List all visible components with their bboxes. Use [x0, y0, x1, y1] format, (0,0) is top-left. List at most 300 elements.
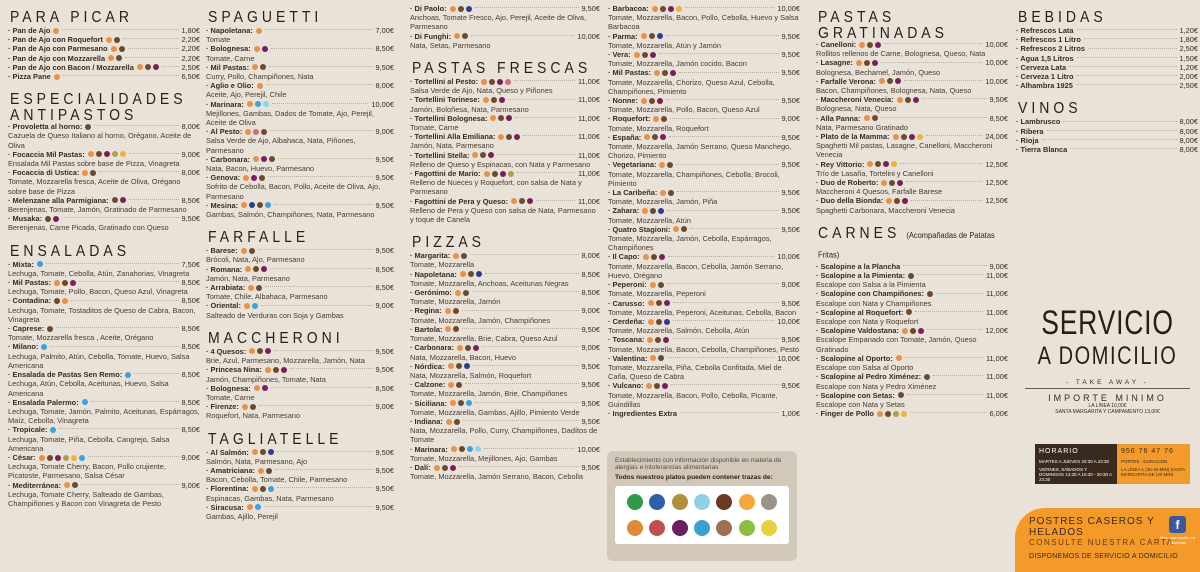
- item-name: · Mil Pastas:: [608, 68, 651, 77]
- allergen-dot-icon: [676, 6, 682, 12]
- item-name: · Fagottini de Pera y Queso:: [410, 197, 508, 206]
- dotted-leader: [99, 171, 178, 172]
- allergen-dot-icon: [466, 400, 472, 406]
- allergen-dots: [511, 198, 533, 204]
- menu-item-row: [8, 278, 200, 287]
- allergen-icon: [716, 520, 732, 536]
- item-name: · Valentina:: [608, 354, 647, 363]
- allergen-dot-icon: [106, 37, 112, 43]
- allergen-dot-icon: [153, 64, 159, 70]
- allergen-dot-icon: [241, 248, 247, 254]
- allergen-dots: [446, 419, 460, 425]
- dotted-leader: [269, 66, 372, 67]
- dotted-leader: [290, 368, 373, 369]
- allergen-dot-icon: [82, 170, 88, 176]
- allergen-dot-icon: [261, 129, 267, 135]
- phone-number[interactable]: 956 76 47 76: [1121, 448, 1174, 455]
- menu-item-row: [816, 271, 1008, 280]
- item-name: · Carusso:: [608, 299, 645, 308]
- item-price: 8,00€: [1179, 126, 1198, 136]
- allergen-dot-icon: [648, 300, 654, 306]
- menu-item: [206, 155, 394, 173]
- menu-item-row: [1016, 72, 1198, 81]
- dotted-leader: [463, 420, 579, 421]
- menu-item-row: [8, 481, 200, 490]
- allergen-dots: [660, 190, 674, 196]
- dotted-leader: [162, 66, 179, 67]
- allergen-dot-icon: [241, 202, 247, 208]
- allergen-dot-icon: [253, 156, 259, 162]
- allergen-dot-icon: [451, 446, 457, 452]
- menu-item-row: [8, 26, 200, 35]
- item-description: Tomate, Mozzarella, Jamón Serrano, Bacon, Cebolla: [410, 472, 583, 482]
- item-price: 11,00€: [577, 77, 600, 87]
- item-name: · Calzone:: [410, 380, 445, 389]
- menu-item-row: [1016, 81, 1198, 90]
- item-description: Jamón, Champiñones, Tomate, Nata: [206, 374, 326, 384]
- allergen-dots: [881, 180, 903, 186]
- allergen-dot-icon: [256, 28, 262, 34]
- allergen-dot-icon: [245, 129, 251, 135]
- menu-item: [206, 365, 394, 383]
- menu-item-row: [608, 354, 800, 363]
- dotted-leader: [497, 154, 575, 155]
- menu-item-row: [8, 324, 200, 333]
- allergen-dot-icon: [460, 271, 466, 277]
- allergen-dots: [112, 197, 126, 203]
- allergen-dot-icon: [79, 455, 85, 461]
- menu-item: [816, 77, 1008, 95]
- allergen-dot-icon: [257, 202, 263, 208]
- menu-item-row: [8, 72, 200, 81]
- item-description: Sofrito de Cebolla, Bacon, Pollo, Aceite de Oliva, Ajo, Parmesano: [206, 182, 381, 201]
- allergen-dot-icon: [519, 198, 525, 204]
- allergen-dots: [137, 64, 159, 70]
- allergen-dot-icon: [64, 482, 70, 488]
- menu-section: [8, 242, 200, 508]
- dotted-leader: [472, 291, 579, 292]
- section-title: PIZZAS: [412, 232, 486, 251]
- dotted-leader: [690, 228, 778, 229]
- menu-section: [206, 8, 394, 219]
- menu-item-row: [8, 150, 200, 159]
- menu-item: [410, 197, 600, 225]
- dotted-leader: [911, 200, 982, 201]
- allergen-icon: [739, 494, 755, 510]
- item-name: · Duo della Bionda:: [816, 196, 883, 205]
- allergen-dot-icon: [125, 372, 131, 378]
- item-name: · Cerveza 1 Litro: [1016, 72, 1074, 81]
- dotted-leader: [271, 387, 373, 388]
- item-price: 9,00€: [781, 114, 800, 124]
- menu-item: [608, 252, 800, 280]
- menu-item-row: [8, 35, 200, 44]
- allergen-dots: [265, 367, 287, 373]
- item-price: 1,00€: [781, 408, 800, 418]
- item-name: · Ingredientes Extra: [608, 409, 677, 418]
- dotted-leader: [275, 469, 372, 470]
- item-price: 9,00€: [781, 280, 800, 290]
- section-title: FARFALLE: [208, 227, 310, 246]
- item-description: Salsa Verde de Ajo, Nata, Queso y Piñones: [410, 86, 553, 96]
- allergen-dot-icon: [662, 70, 668, 76]
- menu-item: [608, 225, 800, 253]
- allergen-dot-icon: [646, 383, 652, 389]
- allergen-dot-icon: [53, 216, 59, 222]
- menu-item: [410, 95, 600, 113]
- item-price: 11,00€: [985, 271, 1008, 281]
- item-price: 9,50€: [781, 206, 800, 216]
- allergen-icon: [716, 494, 732, 510]
- menu-item: [608, 114, 800, 132]
- dotted-leader: [277, 487, 373, 488]
- menu-item: [8, 324, 200, 342]
- allergen-dots: [245, 266, 267, 272]
- menu-item: [608, 317, 800, 335]
- allergen-dot-icon: [658, 208, 664, 214]
- menu-item-row: [608, 280, 800, 289]
- allergen-dot-icon: [656, 300, 662, 306]
- allergen-dot-icon: [662, 383, 668, 389]
- allergen-dot-icon: [664, 319, 670, 325]
- item-price: 9,50€: [181, 214, 200, 224]
- menu-item-row: [8, 260, 200, 269]
- item-name: · Mil Pastas:: [8, 278, 51, 287]
- allergen-dots: [241, 248, 255, 254]
- item-name: · Tortellini Torinese:: [410, 95, 480, 104]
- allergen-dot-icon: [650, 282, 656, 288]
- item-price: 9,50€: [581, 4, 600, 13]
- item-name: · Toscana:: [608, 335, 644, 344]
- menu-item: [608, 96, 800, 114]
- dotted-leader: [679, 72, 778, 73]
- menu-item: [1016, 26, 1198, 35]
- menu-item: [816, 391, 1008, 409]
- allergen-dots: [647, 337, 669, 343]
- menu-item-row: [206, 448, 394, 457]
- menu-item: [206, 402, 394, 420]
- item-description: Tomate, Mozzarella, Anchoas, Aceitunas Negras: [410, 278, 569, 288]
- menu-item-row: [410, 77, 600, 86]
- item-description: Gambas, Ajillo, Perejil: [206, 511, 278, 521]
- item-description: Nata, Mozzarella, Salmón, Roquefort: [410, 370, 532, 380]
- allergen-dots: [654, 70, 676, 76]
- menu-item: [816, 58, 1008, 76]
- allergen-dots: [457, 345, 479, 351]
- menu-item: [816, 160, 1008, 178]
- item-name: · Duo de Roberto:: [816, 178, 878, 187]
- item-name: · Vulcano:: [608, 381, 643, 390]
- menu-section: [816, 8, 1008, 215]
- allergen-dot-icon: [856, 60, 862, 66]
- item-price: 8,00€: [1179, 117, 1198, 127]
- item-price: 1,20€: [1179, 62, 1198, 72]
- menu-item: [8, 26, 200, 35]
- allergen-dots: [650, 282, 664, 288]
- menu-item: [1016, 35, 1198, 44]
- allergen-dot-icon: [895, 78, 901, 84]
- item-price: 8,00€: [1179, 145, 1198, 155]
- item-name: · Scalopine al Oporto:: [816, 354, 893, 363]
- menu-item-row: [1016, 63, 1198, 72]
- item-price: 9,50€: [781, 224, 800, 234]
- menu-item: [410, 417, 600, 445]
- item-price: 9,00€: [989, 261, 1008, 271]
- facebook-text[interactable]: Más información en Facebook: [1160, 535, 1195, 545]
- item-price: 2,20€: [181, 35, 200, 45]
- dotted-leader: [129, 153, 179, 154]
- dotted-leader: [900, 163, 982, 164]
- item-price: 9,00€: [581, 343, 600, 353]
- allergen-dots: [648, 319, 670, 325]
- menu-item: [410, 151, 600, 169]
- allergen-dot-icon: [883, 161, 889, 167]
- menu-item-row: [1016, 44, 1198, 53]
- item-description: Roquefort, Nata, Parmesano: [206, 411, 301, 421]
- allergen-dots: [498, 134, 520, 140]
- allergen-dot-icon: [252, 64, 258, 70]
- item-description: Tomate, Mozzarella, Roquefort: [608, 123, 709, 133]
- menu-item: [8, 168, 200, 196]
- item-price: 10,00€: [985, 58, 1008, 68]
- dotted-leader: [673, 302, 779, 303]
- menu-item: [8, 453, 200, 481]
- dotted-leader: [94, 125, 178, 126]
- promo-title: POSTRES CASEROS Y HELADOS: [1029, 516, 1155, 538]
- item-description: Tomate, Mozzarella, Gambas, Ajillo, Pimiento Verde: [410, 407, 580, 417]
- item-price: 9,50€: [781, 132, 800, 142]
- allergen-dots: [451, 446, 481, 452]
- allergen-dot-icon: [250, 404, 256, 410]
- item-description: Nata, Mozzarella, Bacon, Huevo: [410, 352, 516, 362]
- allergen-dot-icon: [55, 455, 61, 461]
- menu-item: [410, 77, 600, 95]
- allergen-note: Establecimiento con información disponible en materia de alergias e intolerancias alimentarias: [615, 457, 782, 471]
- item-description: Tomate, Mozzarella, Bacon, Cebolla, Champiñones, Pesto: [608, 344, 800, 354]
- item-description: Tomate, Mozzarella, Jamón, Piña: [608, 197, 718, 207]
- dotted-leader: [274, 350, 372, 351]
- menu-item: [608, 188, 800, 206]
- item-price: 7,50€: [181, 259, 200, 269]
- menu-item-row: [608, 225, 800, 234]
- item-name: · Siracusa:: [206, 503, 244, 512]
- allergen-dot-icon: [893, 134, 899, 140]
- dotted-leader: [1077, 29, 1177, 30]
- item-price: 8,50€: [581, 269, 600, 279]
- item-price: 2,20€: [181, 44, 200, 54]
- allergen-dot-icon: [473, 345, 479, 351]
- allergen-dots: [472, 152, 494, 158]
- allergen-dots: [106, 37, 120, 43]
- allergen-dot-icon: [257, 348, 263, 354]
- item-name: · César:: [8, 453, 36, 462]
- menu-item-row: [1016, 117, 1198, 126]
- item-name: · Provoletta al horno:: [8, 122, 82, 131]
- allergen-dot-icon: [260, 449, 266, 455]
- allergen-dot-icon: [483, 97, 489, 103]
- allergen-dot-icon: [45, 216, 51, 222]
- allergen-dots: [54, 280, 76, 286]
- allergen-dot-icon: [659, 162, 665, 168]
- dotted-leader: [475, 7, 579, 8]
- allergen-dot-icon: [908, 273, 914, 279]
- item-name: · Parma:: [608, 32, 638, 41]
- item-name: · Alla Panna:: [816, 114, 861, 123]
- item-name: · Cerdeña:: [608, 317, 645, 326]
- item-description: Escalope Empanado con Tomate, Jamón, Queso Gratinado: [816, 335, 977, 354]
- dotted-leader: [515, 117, 574, 118]
- allergen-dot-icon: [467, 446, 473, 452]
- menu-item: [8, 481, 200, 509]
- item-name: · Nórdica:: [410, 362, 445, 371]
- allergen-dot-icon: [462, 33, 468, 39]
- allergen-dot-icon: [445, 326, 451, 332]
- allergen-dots: [39, 455, 85, 461]
- facebook-icon[interactable]: f: [1169, 516, 1186, 533]
- menu-item-row: [410, 399, 600, 408]
- dotted-leader: [669, 136, 778, 137]
- dotted-leader: [270, 268, 372, 269]
- item-name: · 4 Quesos:: [206, 347, 246, 356]
- menu-item: [206, 448, 394, 466]
- allergen-dot-icon: [468, 271, 474, 277]
- item-name: · Scalopine al Roquefort:: [816, 308, 903, 317]
- item-description: Nata, Bacon, Huevo, Parmesano: [206, 164, 315, 174]
- item-name: · Milano:: [8, 342, 38, 351]
- allergen-icon: [649, 520, 665, 536]
- dotted-leader: [270, 130, 372, 131]
- allergen-dot-icon: [457, 345, 463, 351]
- item-price: 7,00€: [375, 26, 394, 35]
- allergen-dot-icon: [867, 42, 873, 48]
- item-price: 11,00€: [985, 390, 1008, 400]
- allergen-dot-icon: [480, 152, 486, 158]
- dotted-leader: [71, 300, 178, 301]
- item-name: · Scalopine a la Pimienta:: [816, 271, 905, 280]
- menu-item-row: [608, 317, 800, 326]
- allergen-dots: [856, 60, 878, 66]
- allergen-dot-icon: [657, 98, 663, 104]
- allergen-dot-icon: [450, 6, 456, 12]
- dotted-leader: [462, 310, 579, 311]
- item-name: · Refrescos 2 Litros: [1016, 44, 1085, 53]
- section-title: PASTAS FRESCAS: [412, 57, 592, 77]
- menu-item-row: [8, 296, 200, 305]
- allergen-dot-icon: [458, 400, 464, 406]
- menu-item-row: [410, 343, 600, 352]
- item-name: · Florentina:: [206, 484, 249, 493]
- menu-item-row: [1016, 54, 1198, 63]
- dotted-leader: [62, 217, 178, 218]
- item-price: 9,50€: [781, 188, 800, 198]
- allergen-dots: [85, 124, 91, 130]
- allergen-dot-icon: [120, 197, 126, 203]
- menu-item-row: [8, 342, 200, 351]
- item-description: Rollitos rellenos de Carne, Bolognesa, Queso, Nata: [816, 49, 986, 59]
- allergen-dot-icon: [896, 355, 902, 361]
- allergen-dots: [906, 309, 912, 315]
- item-description: Tomate, Mozzarella, Atún y Jamón: [608, 40, 721, 50]
- allergen-dot-icon: [248, 285, 254, 291]
- allergen-dots: [252, 64, 266, 70]
- menu-item: [206, 246, 394, 264]
- allergen-dots: [644, 134, 666, 140]
- menu-item: [8, 398, 200, 426]
- allergen-dot-icon: [653, 116, 659, 122]
- dotted-leader: [482, 346, 579, 347]
- menu-item-row: [206, 100, 394, 109]
- item-description: Tomate, Chile, Albahaca, Parmesano: [206, 292, 328, 302]
- dotted-leader: [1077, 75, 1177, 76]
- allergen-dot-icon: [877, 411, 883, 417]
- allergen-dot-icon: [434, 465, 440, 471]
- allergen-dots: [867, 161, 897, 167]
- menu-item: [816, 40, 1008, 58]
- item-price: 9,00€: [375, 127, 394, 137]
- item-name: · Siciliana:: [410, 399, 447, 408]
- menu-item: [410, 270, 600, 288]
- item-name: · Mixta:: [8, 260, 34, 269]
- item-name: · Melenzane alla Parmigiana:: [8, 196, 109, 205]
- menu-item-row: [816, 178, 1008, 187]
- item-price: 10,00€: [777, 316, 800, 326]
- menu-item-row: [410, 380, 600, 389]
- item-description: Ensalada Mil Pastas sobre base de Pizza, Vinagreta: [8, 159, 180, 169]
- dotted-leader: [272, 103, 369, 104]
- item-price: 9,50€: [781, 50, 800, 60]
- item-description: Tomate: [206, 35, 231, 45]
- allergen-dots: [898, 392, 904, 398]
- allergen-dots: [673, 226, 687, 232]
- item-name: · Bolognesa:: [206, 384, 251, 393]
- item-name: · Scalopine con Champiñones:: [816, 289, 924, 298]
- item-name: · Oriental:: [206, 301, 241, 310]
- menu-item-row: [206, 402, 394, 411]
- allergen-dot-icon: [251, 175, 257, 181]
- allergen-icon: [672, 494, 688, 510]
- item-name: · Vera:: [608, 50, 631, 59]
- allergen-dot-icon: [527, 198, 533, 204]
- item-description: Curry, Pollo, Champiñones, Nata: [206, 72, 314, 82]
- dotted-leader: [462, 328, 578, 329]
- allergen-dot-icon: [505, 79, 511, 85]
- item-description: Bolognesa, Nata, Queso: [816, 104, 897, 114]
- menu-item-row: [410, 4, 600, 13]
- menu-section: [1016, 8, 1198, 90]
- dotted-leader: [1047, 130, 1177, 131]
- item-name: · Mil Pastas:: [206, 63, 249, 72]
- dotted-leader: [1070, 148, 1176, 149]
- column-2: [206, 6, 394, 530]
- item-name: · Focaccia Mil Pastas:: [8, 150, 85, 159]
- allergen-dot-icon: [453, 326, 459, 332]
- item-description: Tomate, Mozzarella fresca , Aceite, Orégano: [8, 333, 154, 343]
- item-name: · Farfalle Verona:: [816, 77, 876, 86]
- menu-item-row: [410, 288, 600, 297]
- allergen-icon: [649, 494, 665, 510]
- item-description: Brie, Azul, Parmesano, Mozzarella, Jamón, Nata: [206, 356, 365, 366]
- allergen-dot-icon: [39, 455, 45, 461]
- allergen-dots: [245, 129, 267, 135]
- menu-item-row: [8, 370, 200, 379]
- item-name: · Bartola:: [410, 325, 442, 334]
- allergen-dot-icon: [886, 198, 892, 204]
- allergen-info-box: [607, 451, 797, 561]
- item-name: · Rey Vittorio:: [816, 160, 864, 169]
- allergen-dot-icon: [464, 363, 470, 369]
- menu-item: [1016, 136, 1198, 145]
- item-name: · Scalopine a la Plancha: [816, 262, 900, 271]
